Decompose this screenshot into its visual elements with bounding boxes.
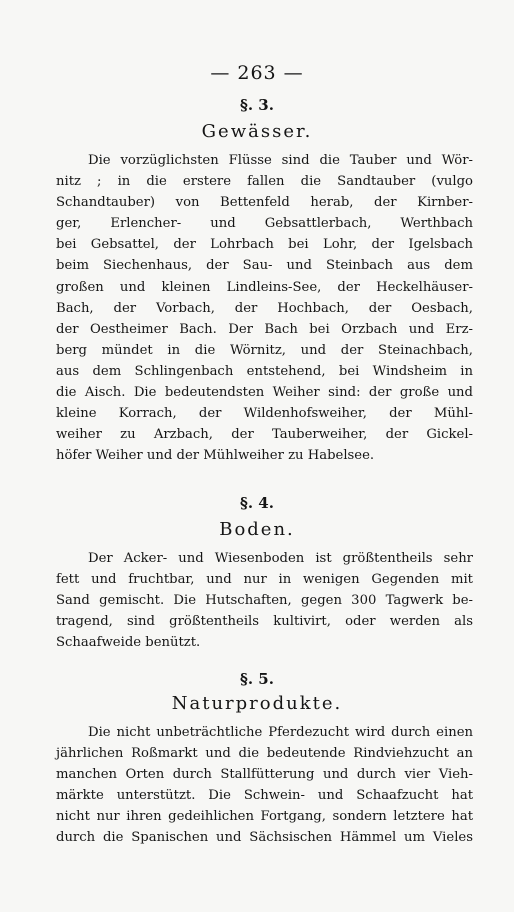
text-line: der Oestheimer Bach. Der Bach bei Orzbach und Erz- [56,321,473,337]
text-line: höfer Weiher und der Mühlweiher zu Habelsee. [56,448,375,464]
text-line: weiher zu Arzbach, der Tauberweiher, der Gickel- [56,427,473,443]
section-3-heading: Gewässer. [201,121,313,142]
section-5-heading: Naturprodukte. [171,693,343,714]
text-line: Die vorzüglichsten Flüsse sind die Tauber und Wör- [88,153,473,168]
section-4-paragraph [56,548,473,653]
text-line: Schandtauber) von Bettenfeld herab, der Kirnber- [56,195,473,211]
text-line: Der Acker- und Wiesenboden ist größtentheils sehr [88,551,473,566]
text-line: ger, Erlencher- und Gebsattlerbach, Werthbach [56,216,473,232]
text-line: beim Siechenhaus, der Sau- und Steinbach aus dem [56,258,473,274]
text-line: manchen Orten durch Stallfütterung und durch vier Vieh- [56,767,473,783]
text-line: berg mündet in die Wörnitz, und der Steinachbach, [56,342,473,358]
section-4-heading: Boden. [219,519,295,540]
text-line: durch die Spanischen und Sächsischen Hämmel um Vieles [56,830,473,846]
text-line: Bach, der Vorbach, der Hochbach, der Oesbach, [56,300,473,316]
text-line: nitz ; in die erstere fallen die Sandtauber (vulgo [56,174,473,190]
section-5-paragraph [56,722,473,849]
page-number: — 263 — [210,62,304,84]
text-line: aus dem Schlingenbach entstehend, bei Windsheim in [56,363,473,379]
section-3-number: §. 3. [240,96,274,114]
text-line: märkte unterstützt. Die Schwein- und Schaafzucht hat [56,788,473,804]
section-5-number: §. 5. [240,670,274,688]
text-line: großen und kleinen Lindleins-See, der Heckelhäuser- [56,279,473,295]
text-line: jährlichen Roßmarkt und die bedeutende Rindviehzucht an [56,746,473,762]
text-line: tragend, sind größtentheils kultivirt, oder werden als [56,614,473,630]
text-line: Sand gemischt. Die Hutschaften, gegen 300 Tagwerk be- [56,593,473,609]
text-line: kleine Korrach, der Wildenhofsweiher, der Mühl- [56,406,473,422]
text-line: Schaafweide benützt. [56,635,201,651]
section-4-number: §. 4. [240,494,274,512]
text-line: nicht nur ihren gedeihlichen Fortgang, sondern letztere hat [56,809,473,825]
text-line: die Aisch. Die bedeutendsten Weiher sind: der große und [56,385,473,401]
text-line: bei Gebsattel, der Lohrbach bei Lohr, der Igelsbach [56,237,473,253]
section-3-paragraph [56,150,473,466]
text-line: fett und fruchtbar, und nur in wenigen Gegenden mit [56,572,473,588]
text-line: Die nicht unbeträchtliche Pferdezucht wird durch einen [88,725,473,740]
